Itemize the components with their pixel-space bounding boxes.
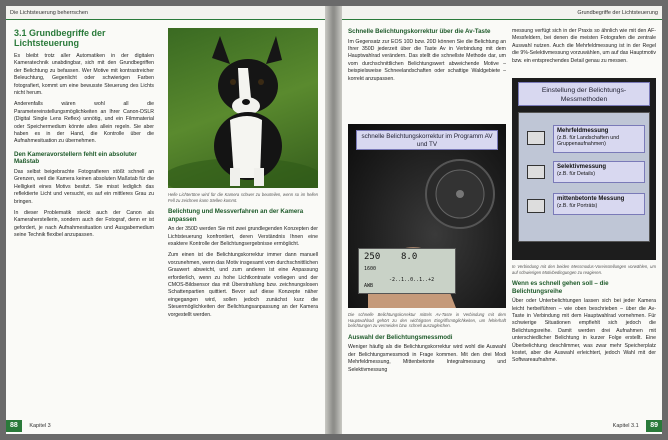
section-heading: Den Kameravorstellern fehlt ein absoluter Maßstab xyxy=(14,150,137,166)
running-head-left: Die Lichtsteuerung beherrschen xyxy=(6,6,325,20)
menu-option-title: Selektivmessung xyxy=(557,164,607,170)
paragraph: Zum einen ist die Belichtungskorrektur immer dann manuell vorzunehmen, wenn das Motiv insgesamt vom durchschnittlichen Grauwert abweicht, und zum anderen ist eine Anpassung erforderlich, wenn zu hohe Lichtkontraste vorliegen und der CMOS-Bildsensor das mit Überstrahlung bzw. zeichnungslosen Schattenpartien quittiert. Bevor auf diese Konzepte näher eingegangen wird, sollen jedoch zunächst kurz die Steuermöglichkeiten der Belichtungsanpassung an der Kamera vorgestellt werden. xyxy=(168,252,318,318)
menu-option-title: mittenbetonte Messung xyxy=(557,196,625,202)
left-page xyxy=(6,6,325,434)
section-heading: Belichtung und Messverfahren an der Kamera anpassen xyxy=(168,208,304,223)
left-column-2 xyxy=(168,192,318,323)
section-heading: Wenn es schnell gehen soll – die Belichtungsreihe xyxy=(512,280,609,295)
menu-screen xyxy=(518,112,650,242)
right-column-2 xyxy=(512,28,656,69)
menu-option-sub: (z.B. für Landschaften und Gruppenaufnahmen) xyxy=(557,134,620,148)
menu-photo xyxy=(512,78,656,260)
camera-lcd xyxy=(358,248,456,294)
menu-option-1 xyxy=(553,125,645,153)
right-column-1b xyxy=(348,312,506,378)
paragraph: In dieser Problematik steckt auch der Canon als Kameraherstellerin, sondern auch der Fotograf, denn er ist gefordert, je nach Aufnahmesituation und Ausgabemedium seine Technik flexibel anzupassen. xyxy=(14,209,154,239)
right-page xyxy=(342,6,662,434)
right-column-1 xyxy=(348,28,506,87)
chapter-title: 3.1 Grundbegriffe der Lichtsteuerung xyxy=(14,28,106,48)
page-number: 88 xyxy=(6,420,22,432)
footer-left xyxy=(6,420,325,432)
book-gutter xyxy=(325,6,342,434)
right-column-2b xyxy=(512,264,656,369)
lcd-scale: -2..1..0..1..+2 xyxy=(389,277,435,283)
dog-photo xyxy=(168,28,318,188)
menu-option-sub: (z.B. für Porträts) xyxy=(557,202,598,209)
lcd-shutter: 250 xyxy=(364,252,381,262)
partial-metering-icon xyxy=(527,165,545,179)
left-column-1 xyxy=(14,28,154,244)
paragraph: Weniger häufig als die Belichtungskorrektur wird wohl die Auswahl der Belichtungsmessmodi in Frage kommen. Mit den drei Modi Mehrfeldmessung, Mittenbetonte Integralmessung und Selektivmessung xyxy=(348,344,506,373)
paragraph: Anderenfalls wären wohl all die Parametereinstellungsmöglichkeiten an Ihrer Canon-DSLR (Digital Single Lens Reflex) unnötig, und ein Filmmaterial oder Speichermedium könnte alles allein regeln. Sie aber haben es in der Hand, die Kontrolle über die Aufnahmesituation zu übernehmen. xyxy=(14,101,154,145)
photo-caption: Die schnelle Belichtungskorrektur mittels Av-Taste in Verbindung mit dem Hauptwahlrad gehört zu den wichtigsten Eingriffsmöglichkeiten, um fehlerhaft belichtungen zu vermeiden bzw. schnell auszugleichen. xyxy=(348,312,506,329)
menu-option-2 xyxy=(553,161,645,183)
page-number: 89 xyxy=(646,420,662,432)
paragraph: Über oder Unterbelichtungen lassen sich bei jeder Kamera leicht herbeiführen – wie oben beschrieben – über die Av-Taste in Verbindung mit dem Hauptwahlrad vornehmen. Für schwierige Situationen empfiehlt sich jedoch die Belichtungsreihe. Damit werden drei Aufnahmen mit unterschiedlicher Belichtung in kurzer Folge erstellt. Eine Überbelichtung deschlimmer, was zwar mehr Speicherplatz kostet, aber die Auswahl erleichtert, jedoch Wahl mit der Softwareaufnahme. xyxy=(512,298,656,364)
paragraph: Es bleibt trotz aller Automatiken in der digitalen Kameratechnik unabdingbar, sich mit den Grundbegriffen der Belichtung zu befassen. Wer Motive mit kontrastreicher Beleuchtung, Gegenlicht oder schwierigen Farben fotografiert, kommt um eine bewusste Steuerung des Lichts nicht herum. xyxy=(14,53,154,97)
camera-callout: schnelle Belichtungskorrektur im Programm AV und TV xyxy=(356,130,498,150)
footer-chapter: Kapitel 3.1 xyxy=(612,423,639,429)
menu-option-sub: (z.B. für Details) xyxy=(557,170,595,177)
section-heading: Schnelle Belichtungskorrektur über die Av-Taste xyxy=(348,28,491,35)
paragraph: An der 350D werden Sie mit zwei grundlegenden Konzepten der Lichtsteuerung konfrontiert, deren Verständnis Ihnen eine exaktere Kontrolle der Belichtungsergebnisse ermöglicht. xyxy=(168,226,318,247)
lcd-iso: 1600 xyxy=(364,266,377,272)
photo-caption: Helle Lichtertöne wird für die Kamera schwer zu beurteilen, wenn so im hellen Fell zu zeichnen kann Stellen kommt. xyxy=(168,192,318,203)
paragraph: messung verfügt sich in der Praxis so ähnlich wie mit den AF-Messfeldern, bei denen die meisten Fotografen die zentrale Auswahl nutzen. Auch die Mehrfeldmessung ist in der Regel die 9%-Selektivmessung vorzuwählen, um auf das Hauptmotiv bzw. ein entsprechendes Detail genau zu messen. xyxy=(512,28,656,64)
evaluative-metering-icon xyxy=(527,131,545,145)
camera-photo xyxy=(348,124,506,308)
paragraph: Das selbst beigebrachte Fotografieren stößt schnell an Grenzen, weil die Kamera keinen absoluten Maßstab für die Helligkeit eines Motivs besitzt. Sie misst lediglich das reflektierte Licht und versucht, es auf ein mittleres Grau zu bringen. xyxy=(14,168,154,205)
lcd-aperture: 8.0 xyxy=(401,252,418,262)
menu-caption: In Verbindung mit den beiden Messmodus-Voreinstellungen vorwählen, um auf schwierigen Motivbedingungen zu reagieren. xyxy=(512,264,656,275)
footer-right xyxy=(342,420,662,432)
running-head-right: Grundbegriffe der Lichtsteuerung xyxy=(342,6,662,20)
center-weighted-icon xyxy=(527,199,545,213)
menu-option-title: Mehrfeldmessung xyxy=(557,128,609,134)
footer-chapter: Kapitel 3 xyxy=(29,423,51,429)
menu-option-3 xyxy=(553,193,645,215)
dog-illustration xyxy=(168,28,318,188)
section-heading: Auswahl der Belichtungsmessmodi xyxy=(348,333,453,341)
menu-callout: Einstellung der Belichtungs-Messmethoden xyxy=(518,82,650,106)
paragraph: Im Gegensatz zur EOS 10D bzw. 20D können Sie die Belichtung an Ihrer 350D jederzeit über die Taste Av in Verbindung mit dem Hauptwahlrad verändern. Das stellt die schnellste Methode dar, um vom durchschnittlichen Belichtungswert abweichende Motive – beispielsweise Schneelandschaften oder schattige Waldgebiete – korrekt anzupassen. xyxy=(348,38,506,82)
lcd-wb: AWB xyxy=(364,283,374,289)
